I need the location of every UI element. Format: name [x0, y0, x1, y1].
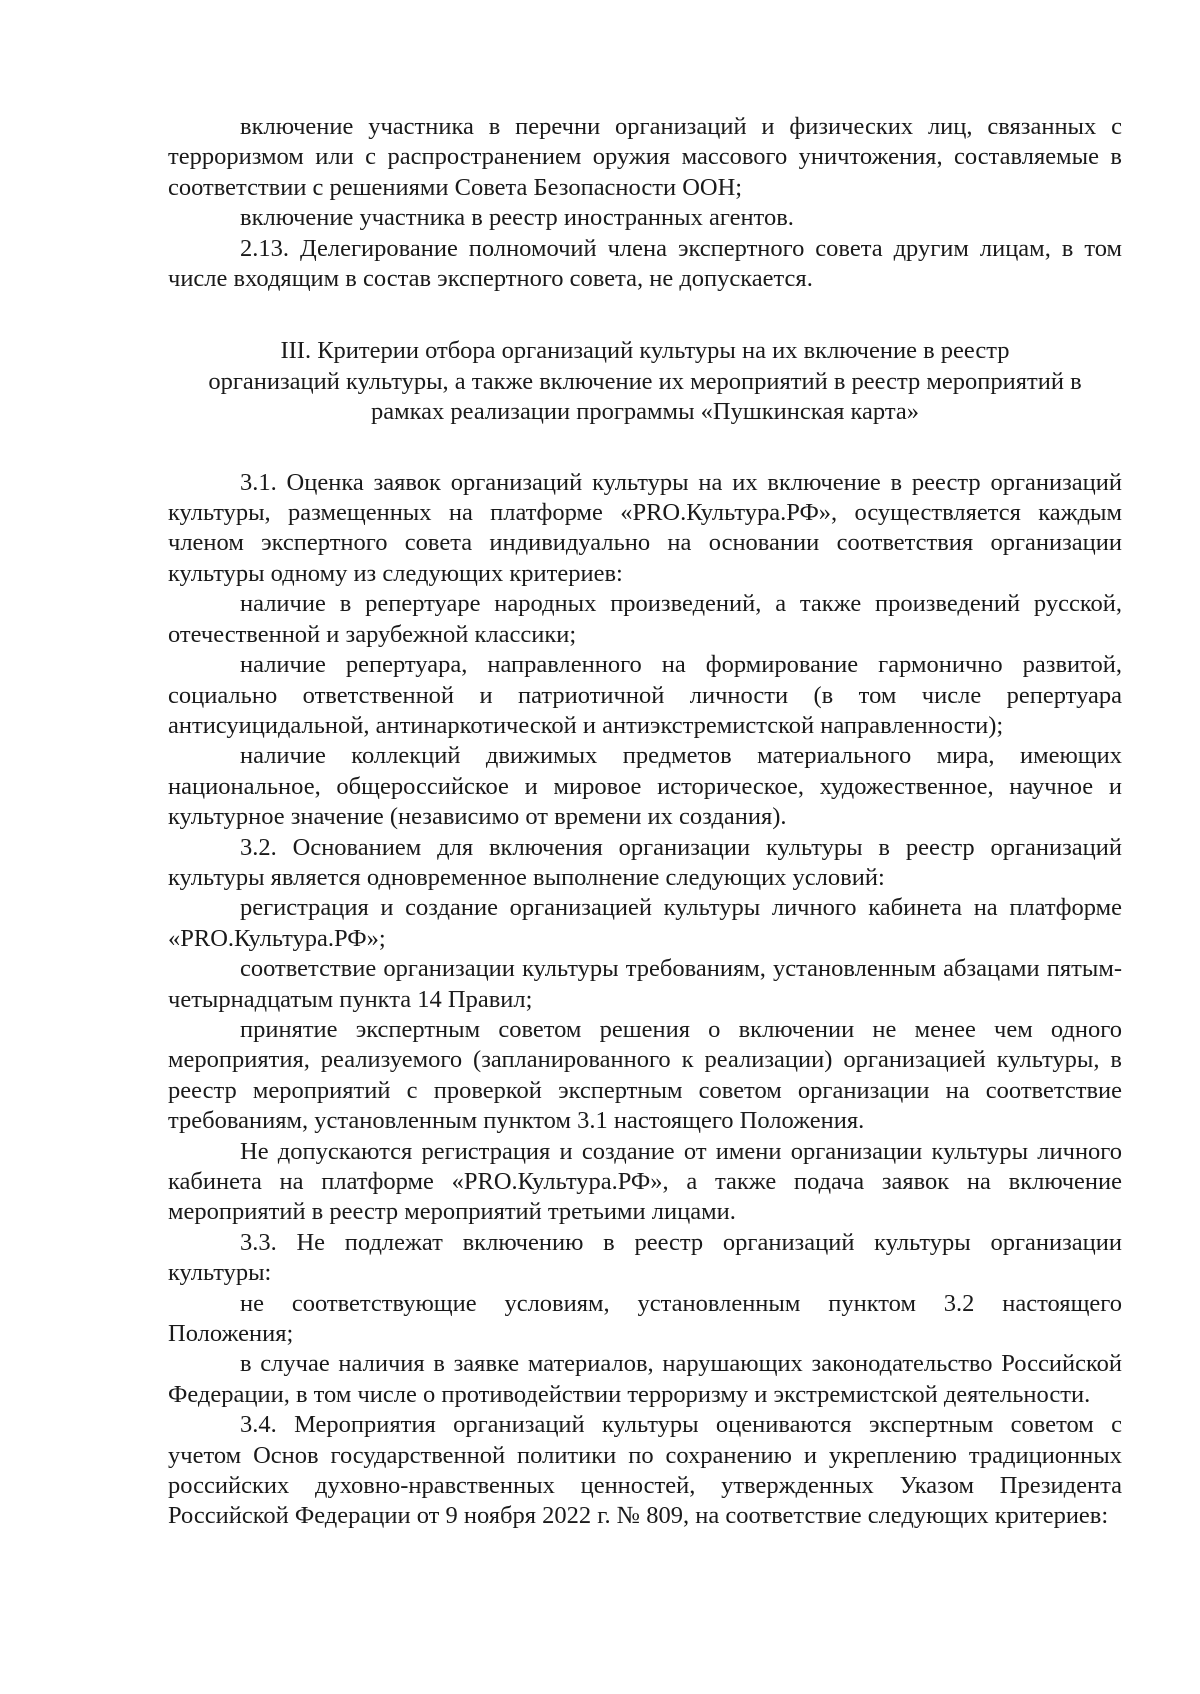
section-heading-line-3: рамках реализации программы «Пушкинская карта»: [371, 398, 919, 426]
section-heading-line-2: организаций культуры, а также включение их мероприятий в реестр мероприятий в: [208, 367, 1082, 395]
paragraph-criterion-repertoire: наличие репертуара, направленного на формирование гармонично развитой, социально ответственной и патриотичной личности (в том числе репертуара антисуицидальной, антинаркотической и антиэкстремистской направленности);: [168, 651, 1122, 739]
section-heading: [168, 336, 1122, 427]
paragraph-criterion-classics: наличие в репертуаре народных произведений, а также произведений русской, отечественной и зарубежной классики;: [168, 590, 1122, 648]
paragraph-3-4: 3.4. Мероприятия организаций культуры оцениваются экспертным советом с учетом Основ государственной политики по сохранению и укреплению традиционных российских духовно-нравственных ценностей, утвержденных Указом Президента Российской Федерации от 9 ноября 2022 г. № 809, на соответствие следующих критериев:: [168, 1411, 1122, 1530]
paragraph-foreign-agents: включение участника в реестр иностранных агентов.: [240, 204, 794, 232]
paragraph-3-3: 3.3. Не подлежат включению в реестр организаций культуры организации культуры:: [168, 1228, 1122, 1287]
paragraph-2-13: 2.13. Делегирование полномочий члена экспертного совета другим лицам, в том числе входящим в состав экспертного совета, не допускается.: [168, 234, 1122, 293]
paragraph-3-1: 3.1. Оценка заявок организаций культуры на их включение в реестр организаций культуры, размещенных на платформе «PRO.Культура.РФ», осуществляется каждым членом экспертного совета индивидуально на основании соответствия организации культуры одному из следующих критериев:: [168, 468, 1122, 587]
paragraph-exclusion-conditions: не соответствующие условиям, установленным пунктом 3.2 настоящего Положения;: [168, 1289, 1122, 1348]
paragraph-terrorism-lists: включение участника в перечни организаций и физических лиц, связанных с терроризмом или с распространением оружия массового уничтожения, составляемые в соответствии с решениями Совета Безопасности ООН;: [168, 113, 1122, 201]
paragraph-exclusion-materials: в случае наличия в заявке материалов, нарушающих законодательство Российской Федерации, в том числе о противодействии терроризму и экстремистской деятельности.: [168, 1350, 1122, 1408]
paragraph-condition-decision: принятие экспертным советом решения о включении не менее чем одного мероприятия, реализуемого (запланированного к реализации) организацией культуры, в реестр мероприятий с проверкой экспертным советом организации на соответствие требованиям, установленным пунктом 3.1 настоящего Положения.: [168, 1015, 1122, 1135]
paragraph-condition-registration: регистрация и создание организацией культуры личного кабинета на платформе «PRO.Культура.РФ»;: [168, 894, 1122, 952]
paragraph-criterion-collections: наличие коллекций движимых предметов материального мира, имеющих национальное, общероссийское и мировое историческое, художественное, научное и культурное значение (независимо от времени их создания).: [168, 742, 1122, 831]
paragraph-condition-requirements: соответствие организации культуры требованиям, установленным абзацами пятым-четырнадцатым пункта 14 Правил;: [168, 955, 1122, 1013]
section-heading-line-1: III. Критерии отбора организаций культуры на их включение в реестр: [280, 337, 1010, 365]
document-page: [168, 112, 1122, 1532]
paragraph-3-2: 3.2. Основанием для включения организации культуры в реестр организаций культуры является одновременное выполнение следующих условий:: [168, 833, 1122, 891]
paragraph-third-parties: Не допускаются регистрация и создание от имени организации культуры личного кабинета на платформе «PRO.Культура.РФ», а также подача заявок на включение мероприятий в реестр мероприятий третьими лицами.: [168, 1137, 1122, 1226]
